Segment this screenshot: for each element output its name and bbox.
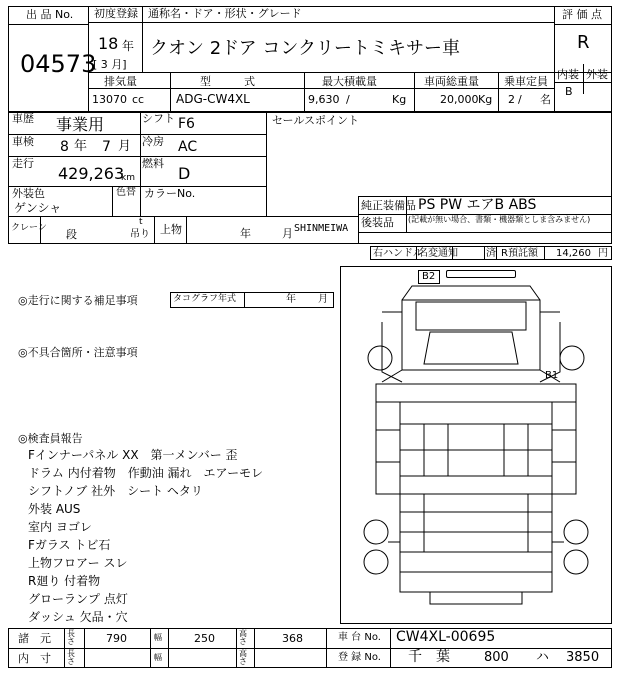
name-change-label: 名変通知 [418,248,458,259]
lot-number: 04573 [20,50,97,78]
inspector-line: グローランプ 点灯 [28,592,128,606]
grade-label: 評 価 点 [562,8,602,21]
dimensions-label: 諸 元 [18,632,51,645]
equipment-value: PS PW エアB ABS [418,197,537,213]
inspection-month: 7 [102,139,111,155]
fuel-label: 燃料 [142,157,164,170]
recycle-label: R預託額 [501,248,538,259]
interior-dimensions-label: 内 寸 [18,652,51,665]
displacement-unit: cc [132,93,145,106]
bed-year-unit: 年 [240,227,251,240]
mirror-bar [446,270,516,278]
model-value: ADG-CW4XL [176,92,250,106]
vehicle-diagram [340,262,612,624]
mileage-value: 429,263 [58,164,125,183]
interior-grade: B [565,85,573,98]
bed-month-unit: 月 [282,227,293,240]
inspector-line: Fガラス トビ石 [28,538,111,552]
registration-label: 登 録 No. [338,652,381,663]
history-value: 事業用 [56,115,105,134]
height-label: 高さ [239,629,247,646]
shift-value: F6 [178,116,195,132]
chassis-value: CW4XL-00695 [396,629,496,645]
tachograph-label: タコグラフ年式 [173,294,237,304]
inspector-line: 上物フロアー スレ [28,556,128,570]
inspector-label: ◎検査員報告 [18,432,83,445]
gross-weight-unit: Kg [478,93,493,106]
registration-kana: ハ [536,650,550,665]
gross-weight-label: 車両総重量 [424,75,479,88]
exterior-color-label: 外装色 [12,187,45,200]
registration-class: 800 [484,650,509,665]
mileage-unit: km [121,173,135,183]
equipment-label: 純正装備品 [361,199,416,212]
capacity-unit: 名 [540,93,551,106]
inspector-line: シフトノブ 社外 シート ヘタリ [28,484,203,498]
displacement-label: 排気量 [104,75,137,88]
first-reg-year-unit: 年 [122,39,135,53]
recycle-amount: 14,260 [556,248,591,259]
width-label: 幅 [154,633,162,642]
car-name: クオン 2ドア コンクリートミキサー車 [150,38,460,59]
fuel-value: D [178,164,191,183]
registration-area: 千 葉 [408,649,450,665]
history-label: 車歴 [12,112,34,125]
b2-label: B2 [422,271,436,282]
defects-label: ◎不具合箇所・注意事項 [18,346,138,359]
grade-value: R [577,32,590,53]
crane-ton-unit: t [139,217,143,227]
color-change-label: 色替 [116,187,136,198]
lot-label: 出 品 No. [26,8,74,21]
gross-weight-value: 20,000 [440,93,479,106]
inspector-line: ダッシュ 欠品・穴 [28,610,128,624]
interior-label: 内装 [557,68,579,81]
car-name-label: 通称名・ドア・形状・グレード [148,7,302,20]
color-number-label: カラーNo. [144,187,196,200]
displacement-value: 13070 [92,93,127,106]
first-reg-year: 18 [98,34,119,53]
inspector-line: ドラム 内付着物 作動油 漏れ エアーモレ [28,466,264,480]
inspection-month-unit: 月 [118,139,132,154]
capacity-label: 乗車定員 [504,75,548,88]
capacity-slash: / [518,93,522,106]
drive-side: 右ハンドル [373,248,423,259]
bed-label: 上物 [160,223,182,236]
driving-notes-label: ◎走行に関する補足事項 [18,294,138,307]
inspection-year-unit: 年 [74,139,88,154]
first-reg-month: [ 3 月] [93,58,127,71]
inspector-line: Fインナーパネル XX 第一メンバー 歪 [28,448,238,462]
crane-label: クレーン [11,223,47,233]
max-load-slash: / [346,93,350,106]
registration-number: 3850 [566,650,600,665]
length-label: 長さ [67,629,75,646]
sales-point-label: セールスポイント [272,114,360,127]
first-reg-label: 初度登録 [94,7,138,20]
inspector-line: 外装 AUS [28,502,81,516]
inspection-label: 車検 [12,135,34,148]
inspector-line: 室内 ヨゴレ [28,520,92,534]
interior-height-label: 高さ [239,649,247,666]
crane-lift: 吊り [130,229,150,240]
interior-width-label: 幅 [154,653,162,662]
recycle-mark: 済 [486,248,496,259]
height-value: 368 [282,632,303,645]
inspector-line: R廻り 付着物 [28,574,101,588]
mileage-label: 走行 [12,157,34,170]
tachograph-month-unit: 月 [318,294,328,305]
exterior-color-value: ゲンシャ [14,201,62,215]
max-load-value: 9,630 [308,93,340,106]
model-label: 型 式 [200,75,255,88]
aftermarket-label: 後装品 [361,216,394,229]
tachograph-year-unit: 年 [286,294,296,305]
exterior-label: 外装 [586,68,608,81]
max-load-label: 最大積載量 [322,75,377,88]
width-value: 250 [194,632,215,645]
b1-label: B1 [545,370,559,381]
chassis-label: 車 台 No. [338,632,381,643]
max-load-unit: Kg [392,93,407,106]
recycle-unit: 円 [598,248,608,259]
aftermarket-note: (記載が無い場合、書類・機器類としま含みません) [408,215,591,224]
capacity-value: 2 [508,93,515,106]
aircon-value: AC [178,139,198,155]
shift-label: シフト [142,112,175,125]
aircon-label: 冷房 [142,135,164,148]
interior-length-label: 長さ [67,649,75,666]
inspection-year: 8 [60,139,69,155]
length-value: 790 [106,632,127,645]
crane-stage: 段 [66,228,77,241]
bed-maker: SHINMEIWA [294,223,349,234]
